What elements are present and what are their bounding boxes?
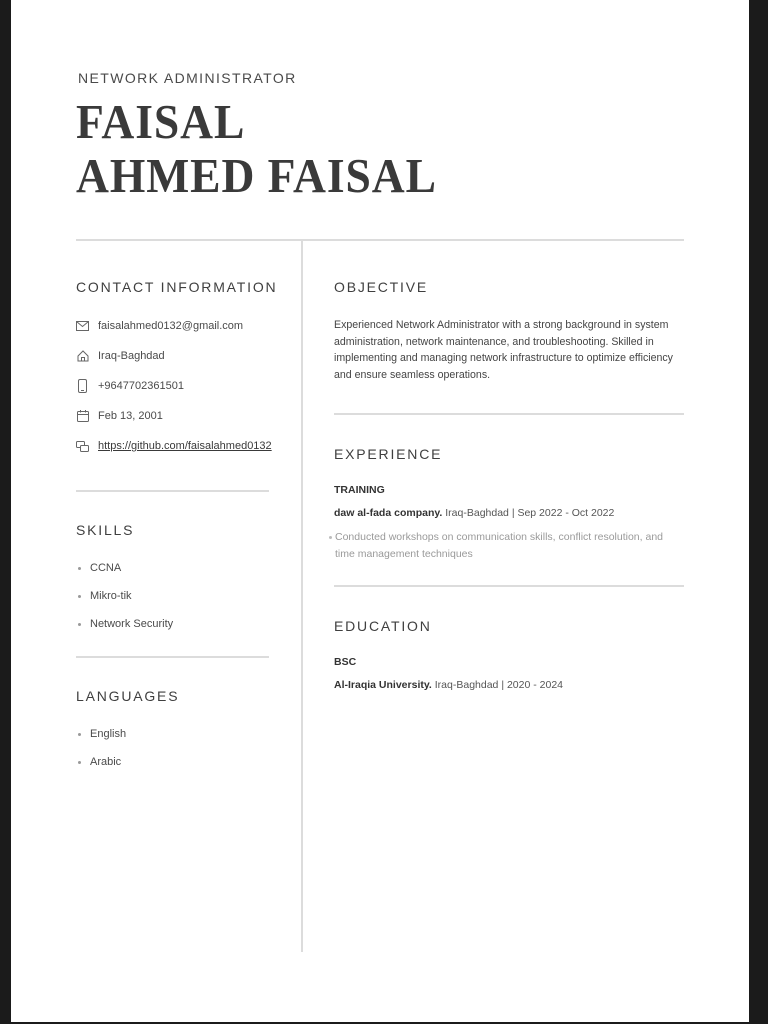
contact-github[interactable] [76, 438, 272, 454]
education-section-title: EDUCATION [334, 618, 432, 634]
experience-details: Iraq-Baghdad | Sep 2022 - Oct 2022 [445, 507, 615, 519]
objective-divider [334, 413, 684, 415]
bullet-icon [78, 567, 81, 570]
experience-description-text: Conducted workshops on communication skills, conflict resolution, and time management techniques [335, 531, 663, 560]
email-text: faisalahmed0132@gmail.com [98, 320, 244, 332]
experience-description [329, 529, 681, 562]
experience-company: daw al-fada company. [334, 507, 443, 519]
skills-section-title: SKILLS [76, 522, 135, 538]
phone-text: +9647702361501 [98, 380, 184, 392]
location-text: Iraq-Baghdad [98, 350, 165, 362]
name-line-2: AHMED FAISAL [76, 148, 437, 203]
skill-item [78, 562, 121, 574]
phone-icon [76, 380, 89, 393]
github-link[interactable]: https://github.com/faisalahmed0132 [98, 440, 272, 452]
contact-birthdate [76, 408, 163, 424]
name-line-1: FAISAL [76, 94, 246, 149]
bullet-icon [78, 761, 81, 764]
skills-divider [76, 656, 269, 658]
language-label: English [90, 728, 127, 740]
education-institution: Al-Iraqia University. [334, 679, 432, 691]
skill-item [78, 618, 173, 630]
language-item [78, 728, 126, 740]
skill-label: CCNA [90, 562, 122, 574]
calendar-icon [76, 410, 89, 423]
job-role: NETWORK ADMINISTRATOR [78, 70, 297, 86]
resume-page [11, 0, 749, 1022]
skill-label: Mikro-tik [90, 590, 132, 602]
home-icon [76, 350, 89, 363]
contact-divider [76, 490, 269, 492]
column-divider [301, 240, 303, 952]
language-label: Arabic [90, 756, 122, 768]
contact-email [76, 318, 243, 334]
contact-location [76, 348, 165, 364]
bullet-icon [78, 623, 81, 626]
languages-section-title: LANGUAGES [76, 688, 180, 704]
objective-section-title: OBJECTIVE [334, 279, 428, 295]
contact-phone [76, 378, 184, 394]
education-meta [334, 679, 563, 691]
experience-position: TRAINING [334, 484, 385, 496]
experience-meta [334, 507, 614, 519]
objective-text: Experienced Network Administrator with a strong background in system administration, network maintenance, and troubleshooting. Skilled in implementing and managing network infrastructure to optimize efficiency and ensure seamless operations. [334, 319, 673, 381]
skill-label: Network Security [90, 618, 174, 630]
full-name [76, 95, 437, 203]
contact-section-title: CONTACT INFORMATION [76, 279, 278, 295]
experience-section-title: EXPERIENCE [334, 446, 443, 462]
experience-divider [334, 585, 684, 587]
link-icon [76, 440, 89, 453]
bullet-icon [329, 536, 332, 539]
bullet-icon [78, 733, 81, 736]
education-details: Iraq-Baghdad | 2020 - 2024 [434, 679, 564, 691]
language-item [78, 756, 121, 768]
email-icon [76, 320, 89, 333]
header-divider [76, 239, 684, 241]
birthdate-text: Feb 13, 2001 [98, 410, 163, 422]
bullet-icon [78, 595, 81, 598]
education-degree: BSC [334, 656, 357, 668]
skill-item [78, 590, 132, 602]
